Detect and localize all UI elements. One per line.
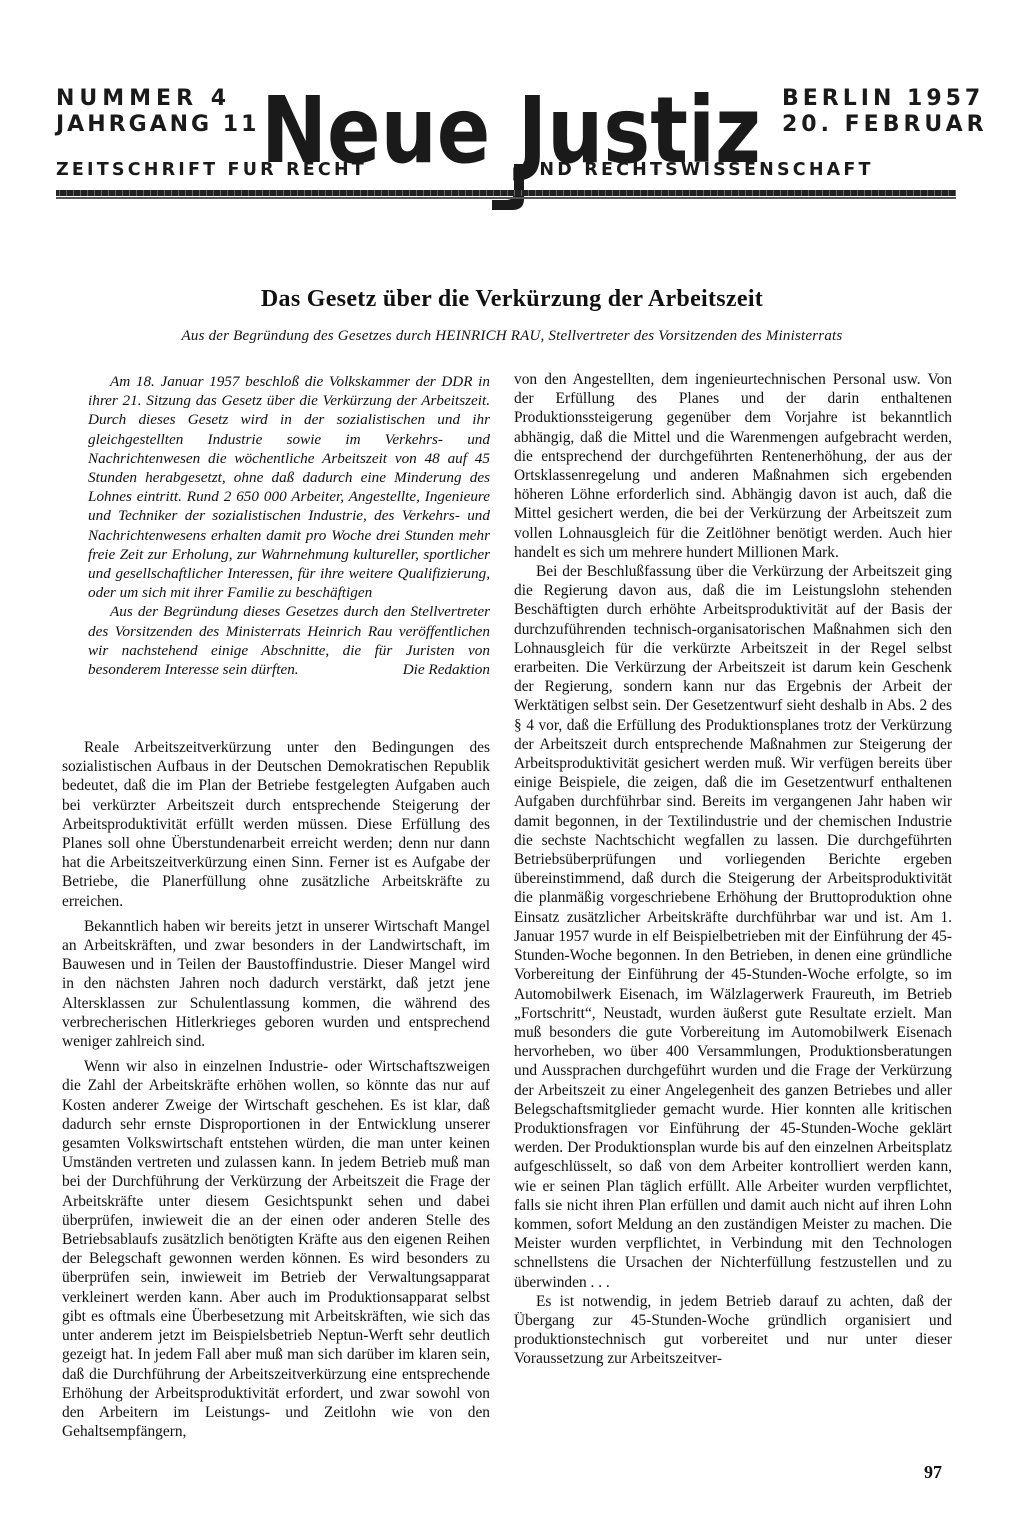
journal-logo-text: Neue Justiz [261, 77, 761, 184]
body-paragraph: von den Angestellten, dem ingenieurtechnischen Personal usw. Von der Erfüllung des Planes und der darin enthaltenen Produktionssteigerung gegenüber dem Vorjahre ist bekanntlich abhängig, daß die Mittel und die Warenmengen aufgebracht werden, die entsprechend der durchgeführten Rentenerhöhung, der aus der Ortsklassenregelung und anderen Maßnahmen sich ergebenden höheren Löhne erforderlich sind. Abhängig davon ist auch, daß die Mittel gesichert werden, die bei der Verkürzung der Arbeitszeit zum vollen Lohnausgleich für die Zeitlöhner benötigt werden. Auch hier handelt es sich um mehrere hundert Millionen Mark. [514, 371, 952, 561]
body-paragraph: Es ist notwendig, in jedem Betrieb darauf zu achten, daß der Übergang zur 45-Stunden-Woche gründlich organisiert und produktionstechnisch gut vorbereitet und nur unter dieser Voraussetzung zur Arbeitszeitver- [514, 1292, 952, 1368]
city-year: BERLIN 1957 [782, 86, 985, 111]
body-paragraph: Bei der Beschlußfassung über die Verkürzung der Arbeitszeit ging die Regierung davon aus, daß die im Leistungslohn stehenden Beschäftigten durch erhöhte Arbeitsproduktivität auf der Basis der durchzuführenden technisch-organisatorischen Maßnahmen sich den Lohnausgleich für die verkürzte Arbeitszeit in der Regel selbst erarbeiten. Die Verkürzung der Arbeitszeit ist darum kein Geschenk der Regierung, sondern kann nur das Ergebnis der Arbeit der Werktätigen selbst sein. Der Gesetzentwurf sieht deshalb in Abs. 2 des § 4 vor, daß die Erfüllung des Produktionsplanes trotz der Verkürzung der Arbeitszeit durch entsprechende Maßnahmen zur Steigerung der Arbeitsproduktivität gesichert werden muß. Wir verfügen bereits über einige Beispiele, die zeigen, daß die im Gesetzentwurf enthaltenen Aufgaben durchführbar sind. Bereits im vergangenen Jahr haben wir damit begonnen, in der Textilindustrie und der chemischen Industrie die sechste Nachtschicht wegfallen zu lassen. Die durchgeführten Betriebsüberprüfungen und vorliegenden Berichte ergeben übereinstimmend, daß durch die Steigerung der Arbeitsproduktivität die planmäßig vorgeschriebene Erhöhung der Bruttoproduktion ohne Einsatz zusätzlicher Arbeitskräfte durchführbar war und ist. Am 1. Januar 1957 wurde in elf Beispielbetrieben mit der Einführung der 45-Stunden-Woche begonnen. In den Betrieben, in denen eine gründliche Vorbereitung der Einführung der 45-Stunden-Woche erfolgte, so im Automobilwerk Eisenach, im Wälzlagerwerk Fraureuth, im Betrieb „Fortschritt“, Neustadt, wurden äußerst gute Resultate erzielt. Man muß besonders die gute Vorbereitung im Automobilwerk Eisenach hervorheben, wo über 400 Versammlungen, Produktionsberatungen und Aussprachen durchgeführt wurden und die Frage der Verkürzung der Arbeitszeit zu einer Angelegenheit des ganzen Betriebes und aller Belegschaftsmitglieder gemacht wurde. Hier konnten alle kritischen Produktionsfragen vor Einführung der 45-Stunden-Woche geklärt werden. Der Produktionsplan wurde bis auf den einzelnen Arbeitsplatz aufgeschlüsselt, so daß von dem Arbeiter kontrolliert werden kann, wie er seinen Plan täglich erfüllt. Alle Arbeiter wurden verpflichtet, falls sie nicht ihren Plan erfüllen und damit auch nicht auf ihren Lohn kommen, sofort Meldung an den zuständigen Meister zu machen. Die Meister wurden verpflichtet, in Verbindung mit den Technologen schnellstens die Ursachen der Nichterfüllung festzustellen und zu überwinden . . . [514, 563, 952, 1291]
intro-paragraph-1: Am 18. Januar 1957 beschloß die Volkskammer der DDR in ihrer 21. Sitzung das Gesetz über die Verkürzung der Arbeitszeit. Durch dieses Gesetz wird in der sozialistischen und ihr gleichgestellten Industrie sowie im Verkehrs- und Nachrichtenwesen die wöchentliche Arbeitszeit von 48 auf 45 Stunden herabgesetzt, ohne daß dadurch eine Minderung des Lohnes eintritt. Rund 2 650 000 Arbeiter, Angestellte, Ingenieure und Techniker der sozialistischen Industrie, des Verkehrs- und Nachrichtenwesens erhalten damit pro Woche drei Stunden mehr freie Zeit zur Erholung, zur Wahrnehmung kultureller, sportlicher und gesellschaftlicher Interessen, für ihre weitere Qualifizierung, oder um sich mit ihrer Familie zu beschäftigen [88, 373, 490, 602]
body-paragraph: Wenn wir also in einzelnen Industrie- oder Wirtschaftszweigen die Zahl der Arbeitskräfte erhöhen wollen, so könnte das nur auf Kosten anderer Zweige der Wirtschaft geschehen. Es ist klar, daß dadurch sehr ernste Disproportionen in der Entwicklung unserer gesamten Volkswirtschaft entstehen würden, die man unter keinen Umständen vertreten und zulassen kann. In jedem Betrieb muß man bei der Durchführung der Verkürzung der Arbeitszeit die Frage der Arbeitskräfte unter diesem Gesichtspunkt sehen und dabei überprüfen, inwieweit die an der einen oder anderen Stelle des Betriebsablaufs zusätzlich benötigten Kräfte aus den eigenen Reihen der Belegschaft gewonnen werden können. Es wird besonders zu überprüfen sein, inwieweit im Betrieb der Verwaltungsapparat verkleinert werden kann. Aber auch im Produktionsapparat selbst gibt es oftmals eine Überbesetzung mit Arbeitskräften, wie sich das unter anderem jetzt im Beispielsbetrieb Neptun-Werft sehr deutlich gezeigt hat. In jedem Fall aber muß man sich darüber im klaren sein, daß die Durchführung der Arbeitszeitverkürzung eine entsprechende Erhöhung der Arbeitsproduktivität erfordert, und zwar sowohl von den Arbeitern im Leistungs- und Zeitlohn wie von den Gehaltsempfängern, [62, 1058, 490, 1441]
right-column [514, 370, 952, 1369]
editorial-intro [88, 372, 490, 679]
body-paragraph: Reale Arbeitszeitverkürzung unter den Bedingungen des sozialistischen Aufbaus in der Deutschen Demokratischen Republik bedeutet, daß die im Plan der Betriebe festgelegten Aufgaben auch bei verkürzter Arbeitszeit durch entsprechende Steigerung der Arbeitsproduktivität erfüllt werden müssen. Diese Erfüllung des Planes soll ohne Überstundenarbeit erreicht werden; denn nur dann hat die Arbeitszeitverkürzung einen Sinn. Ferner ist es Aufgabe der Betriebe, die Planerfüllung ohne zusätzliche Arbeitskräfte zu erreichen. [62, 739, 490, 910]
article-title: Das Gesetz über die Verkürzung der Arbeitszeit [260, 286, 764, 312]
body-paragraph: Bekanntlich haben wir bereits jetzt in unserer Wirtschaft Mangel an Arbeitskräften, und zwar besonders in der Landwirtschaft, im Bauwesen und in Teilen der Baustoffindustrie. Dieser Mangel wird in den nächsten Jahren noch dadurch verstärkt, daß jetzt jene Altersklassen zur Schulentlassung kommen, die während des verbrecherischen Hitlerkrieges geboren wurden und entsprechend weniger zahlreich sind. [62, 917, 490, 1051]
intro-paragraph-2 [88, 602, 490, 679]
issue-date: 20. FEBRUAR [782, 112, 988, 137]
masthead-rule [56, 190, 956, 196]
issue-number: NUMMER 4 [56, 86, 231, 111]
page-number: 97 [924, 1462, 942, 1482]
tagline-right: UND RECHTSWISSENSCHAFT [522, 160, 874, 180]
masthead-rule-thin [56, 197, 956, 199]
intro-paragraph-2-text: Aus der Begründung dieses Gesetzes durch den Stellvertreter des Vorsitzenden des Ministerrats Heinrich Rau veröffentlichen wir nachstehend einige Abschnitte, die für Juristen von besonderem Interesse sein dürften. [88, 603, 490, 679]
article-subtitle: Aus der Begründung des Gesetzes durch HEINRICH RAU, Stellvertreter des Vorsitzenden des Ministerrats [181, 328, 843, 344]
volume-year: JAHRGANG 11 [56, 112, 260, 137]
publication-info [782, 86, 988, 138]
left-column [62, 738, 490, 1441]
editor-signature: Die Redaktion [402, 661, 490, 679]
tagline-left: ZEITSCHRIFT FUR RECHT [56, 160, 367, 180]
issue-info [56, 86, 259, 138]
